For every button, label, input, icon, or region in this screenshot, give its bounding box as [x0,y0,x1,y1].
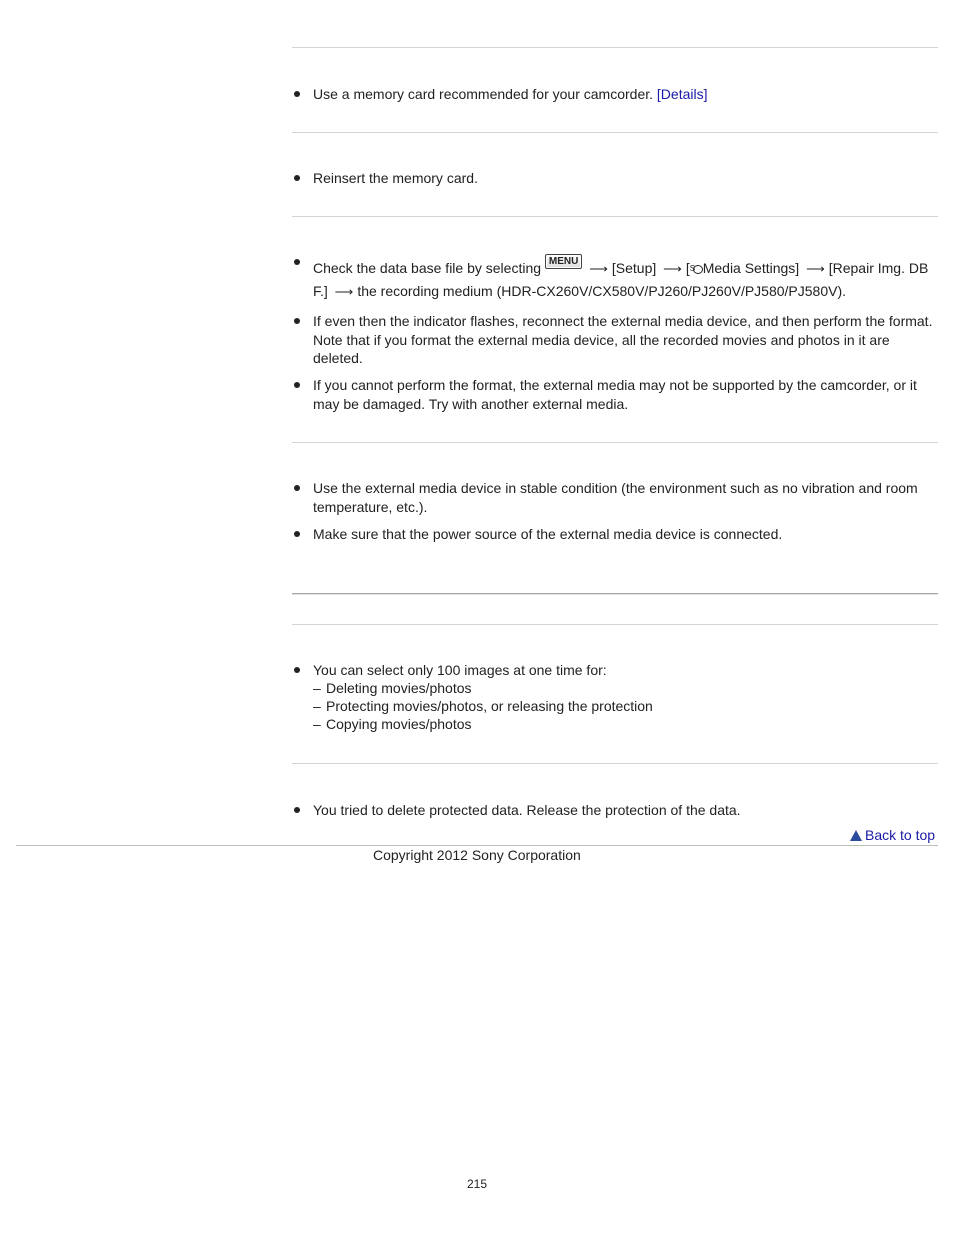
list-item [313,525,933,544]
media-settings-label: Media Settings] [702,260,800,276]
sub-list-item [313,679,472,697]
triangle-up-icon [850,830,862,841]
sub-item-text: Protecting movies/photos, or releasing the protection [326,698,653,714]
divider [292,216,938,217]
divider [292,47,938,48]
sub-item-text: Copying movies/photos [326,716,472,732]
item-text: Reinsert the memory card. [313,170,478,186]
setup-label: [Setup] [611,260,657,276]
list-item [313,85,933,104]
item-text: If you cannot perform the format, the external media may not be supported by the camcorder, or it may be damaged. Try with another external media. [313,377,917,412]
bullet [294,259,300,265]
list-item [313,479,933,516]
recording-medium-label: the recording medium (HDR-CX260V/CX580V/PJ260/PJ260V/PJ580/PJ580V). [357,283,847,299]
sub-list-item [313,697,653,715]
page-number: 215 [466,1177,488,1191]
bullet [294,318,300,324]
list-item [313,257,933,303]
item-text: Use a memory card recommended for your camcorder. [313,86,654,102]
dash: – [313,698,321,714]
item-text: You tried to delete protected data. Release the protection of the data. [313,802,741,818]
bullet [294,667,300,673]
bullet [294,91,300,97]
item-text: Make sure that the power source of the external media device is connected. [313,526,783,542]
sub-list-item [313,715,472,733]
menu-button-icon: MENU [545,254,582,269]
bullet [294,382,300,388]
divider [292,593,938,595]
footer-divider [16,845,938,846]
item-text: If even then the indicator flashes, reconnect the external media device, and then perform the format. Note that if you format the external media device, all the recorded movies and photos in it are deleted. [313,313,933,366]
bullet [294,531,300,537]
media-settings-icon: S [690,261,703,275]
arrow-right-icon: ⟶ [806,261,825,276]
db-label: DB F.] [313,260,929,299]
bullet [294,807,300,813]
copyright: Copyright 2012 Sony Corporation [373,847,581,863]
sub-item-text: Deleting movies/photos [326,680,472,696]
arrow-right-icon: ⟶ [663,261,682,276]
back-to-top-label: Back to top [865,827,936,843]
item-text: Check the data base file by selecting [313,260,542,276]
details-link[interactable]: [Details] [656,86,708,102]
dash: – [313,716,321,732]
bullet [294,485,300,491]
list-item [313,376,933,413]
item-text: You can select only 100 images at one time for: [313,662,607,678]
item-text: Use the external media device in stable condition (the environment such as no vibration and room temperature, etc.). [313,480,918,515]
back-to-top-link[interactable] [850,827,935,843]
list-item [313,661,933,680]
divider [292,442,938,443]
dash: – [313,680,321,696]
repair-label: [Repair Img. [828,260,905,276]
divider [292,132,938,133]
arrow-right-icon: ⟶ [589,261,608,276]
divider [292,624,938,625]
list-item [313,312,933,368]
arrow-right-icon: ⟶ [334,284,354,299]
list-item [313,169,933,188]
divider [292,763,938,764]
list-item [313,801,933,820]
bracket-open: [ [685,260,690,276]
bullet [294,175,300,181]
